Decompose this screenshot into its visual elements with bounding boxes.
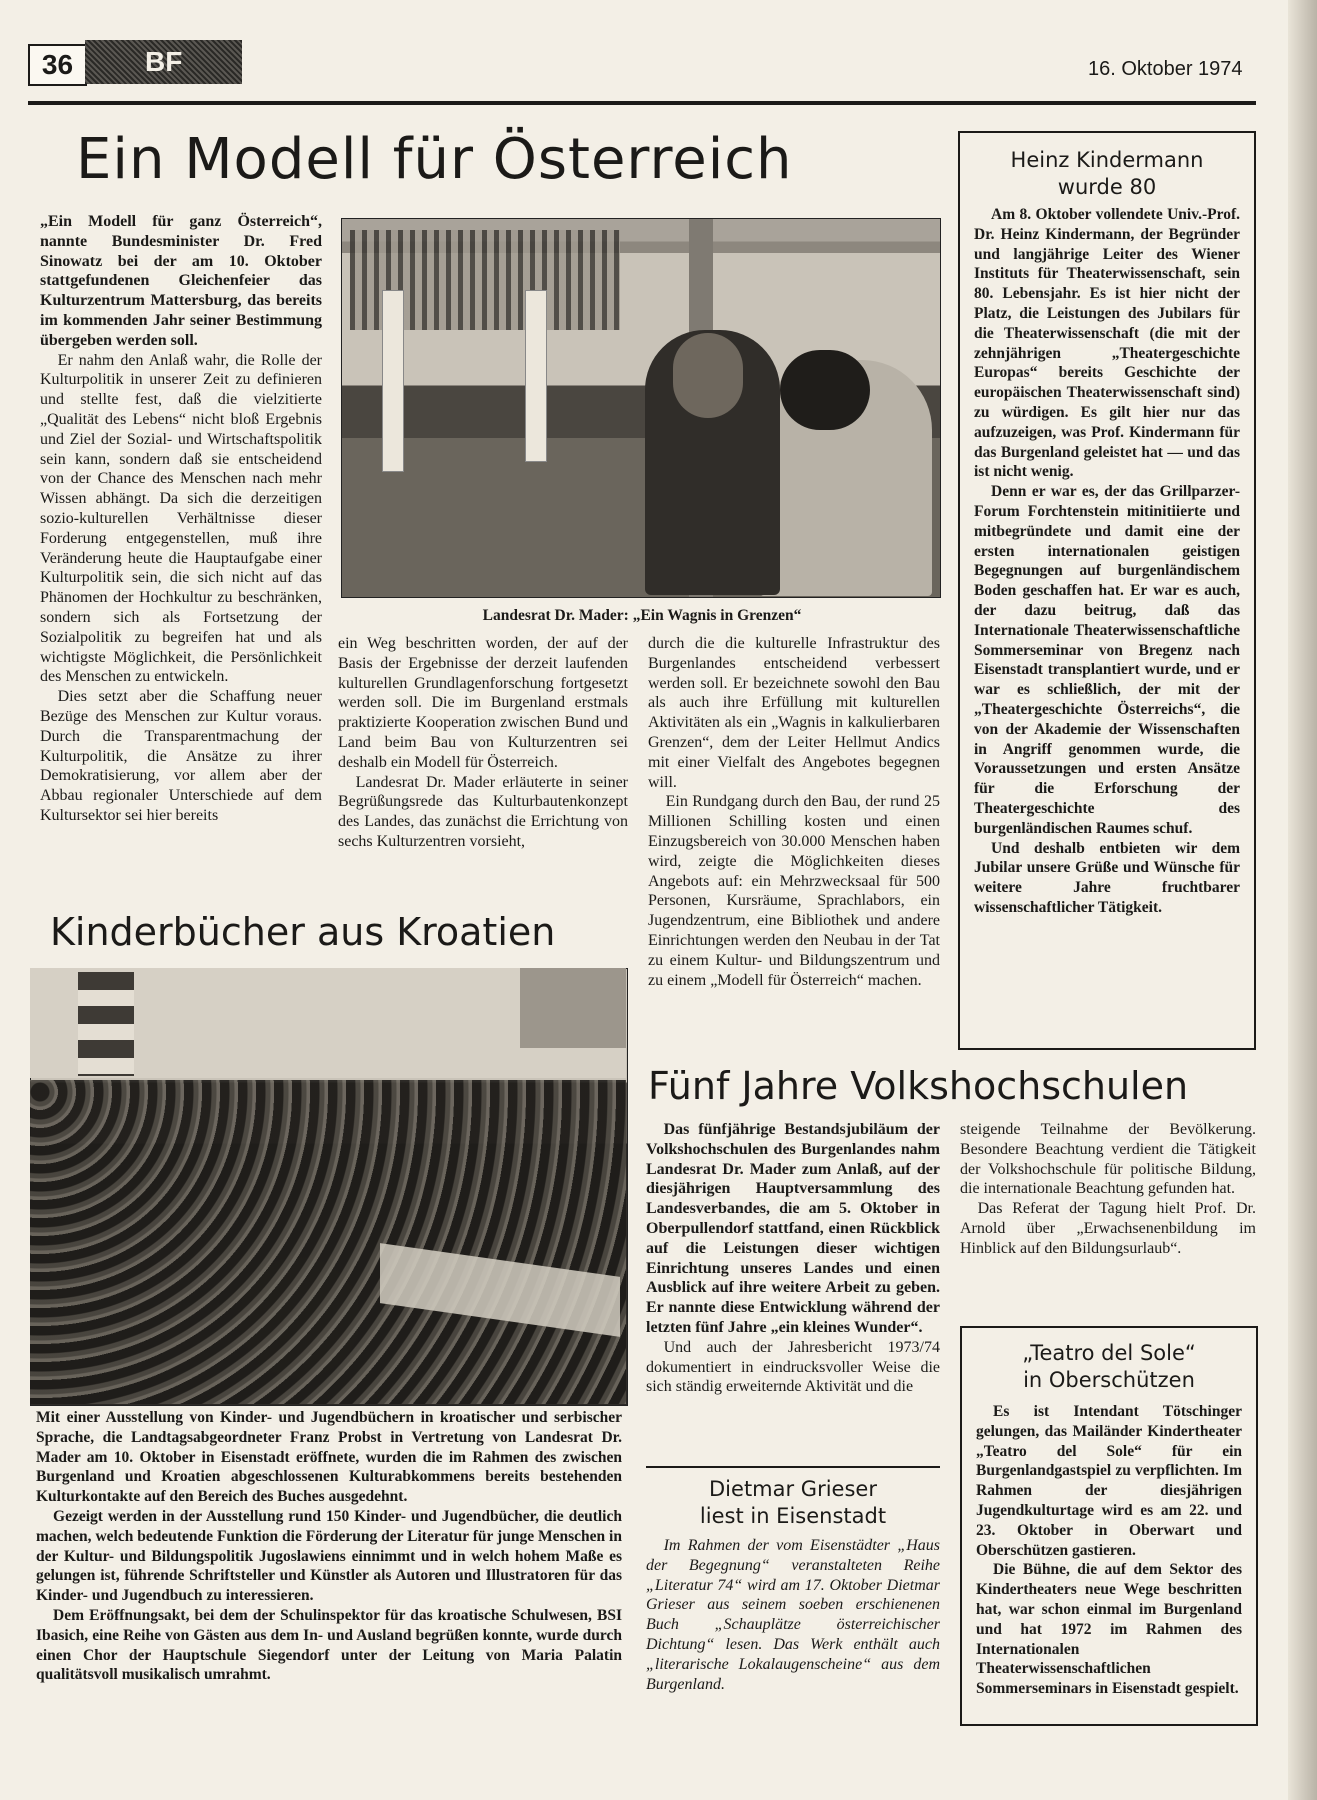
- article3-column1: [646, 1120, 940, 1397]
- photo-detail: [673, 333, 743, 418]
- article3-paragraph: Das fünfjährige Bestandsjubiläum der Volkshochschulen des Burgenlandes nahm Landesrat Dr. Mader zum Anlaß, auf der diesjährigen Hauptversammlung des Landesverbandes, die am 5. Oktober in Oberpullendorf stattfand, einen Rückblick auf die Leistungen dieser wichtigen Einrichtung unseres Landes und einen Ausblick auf ihre weitere Arbeit zu geben. Er nannte diese Entwicklung während der letzten fünf Jahre „ein kleines Wunder“.: [646, 1121, 940, 1336]
- box-paragraph: Und deshalb entbieten wir dem Jubilar unsere Grüße und Wünsche für weitere Jahre fruchtbarer wissenschaftlicher Tätigkeit.: [974, 839, 1240, 916]
- headline-modell: Ein Modell für Österreich: [76, 127, 793, 192]
- article1-column2: [338, 634, 628, 852]
- page-number: 36: [28, 44, 87, 86]
- box-teatro-title: [962, 1340, 1256, 1394]
- article1-paragraph: Landesrat Dr. Mader erläuterte in seiner Begrüßungsrede das Kulturbautenkonzept des Landes, das zunächst die Errichtung von sechs Kulturzentren vorsieht,: [338, 773, 628, 850]
- box-paragraph: Es ist Intendant Tötschinger gelungen, das Mailänder Kindertheater „Teatro del Sole“ für ein Burgenlandgastspiel zu verpflichten. Im Rahmen der diesjährigen Jugendkulturtage wird es am 22. und 23. Oktober in Oberwart und Oberschützen gastieren.: [976, 1403, 1242, 1559]
- box-title-line: Heinz Kindermann: [1010, 148, 1204, 172]
- grieser-top-rule: [646, 1466, 940, 1468]
- box-paragraph: Die Bühne, die auf dem Sektor des Kindertheaters neue Wege beschritten hat, war schon einmal im Burgenland und hat 1972 im Rahmen des Internationalen Theaterwissenschaftlichen Sommerseminars in Eisenstadt gespielt.: [976, 1561, 1242, 1698]
- box-grieser-text: [646, 1536, 940, 1694]
- photo-detail: [525, 290, 547, 462]
- box-grieser-title: [646, 1476, 940, 1530]
- article1-lead: „Ein Modell für ganz Österreich“, nannte Bundesminister Dr. Fred Sinowatz bei der am 10. Oktober stattgefundenen Gleichenfeier das Kulturzentrum Mattersburg, das bereits im kommenden Jahr seiner Bestimmung übergeben werden soll.: [40, 213, 322, 349]
- article2-paragraph: Gezeigt werden in der Ausstellung rund 150 Kinder- und Jugendbücher, die deutlich machen, welch bedeutende Funktion die Förderung der Literatur für junge Menschen in der Kultur- und Bildungspolitik Jugoslawiens einnimmt und in welch hohem Maße es gelungen ist, führende Schriftsteller und Künstler als Autoren und Illustratoren für das Kinder- und Jugendbuch zu interessieren.: [36, 1507, 622, 1605]
- box-title-line: in Oberschützen: [1023, 1368, 1195, 1392]
- article3-column2: [960, 1120, 1256, 1259]
- article2-text: [36, 1408, 622, 1685]
- box-title-line: liest in Eisenstadt: [699, 1504, 887, 1528]
- article1-paragraph: durch die die kulturelle Infrastruktur des Burgenlandes entscheidend verbessert werden soll. Er bezeichnete sowohl den Bau als auch ihre Erfüllung mit kulturellen Aktivitäten als ein „Wagnis in kalkulierbaren Grenzen“, dem der Leiter Hellmut Andics mit einer Vielfalt des Angebotes begegnen will.: [648, 635, 940, 791]
- photo-detail: [30, 1080, 626, 1404]
- box-title-line: Dietmar Grieser: [709, 1477, 877, 1501]
- issue-date: 16. Oktober 1974: [1088, 58, 1243, 80]
- article1-column3: [648, 634, 940, 990]
- box-teatro-text: [976, 1402, 1242, 1699]
- article3-paragraph: steigende Teilnahme der Bevölkerung. Besondere Beachtung verdient die Tätigkeit der Volkshochschule für politische Bildung, die internationale Beachtung gefunden hat.: [960, 1121, 1256, 1198]
- article3-paragraph: Und auch der Jahresbericht 1973/74 dokumentiert in eindrucksvoller Weise die sich ständig erweiternde Aktivität und die: [646, 1338, 940, 1396]
- headline-volkshochschulen: Fünf Jahre Volkshochschulen: [648, 1064, 1189, 1108]
- photo-detail: [780, 350, 870, 430]
- photo-detail: [382, 290, 404, 472]
- photo-mader-caption: Landesrat Dr. Mader: „Ein Wagnis in Grenzen“: [482, 607, 802, 624]
- section-label: BF: [85, 40, 242, 84]
- box-kindermann: [958, 131, 1256, 1050]
- box-paragraph: Am 8. Oktober vollendete Univ.-Prof. Dr. Heinz Kindermann, der Begründer und langjährige Leiter des Wiener Instituts für Theaterwissenschaft, sein 80. Lebensjahr. Es ist hier nicht der Platz, die Leistungen des Jubilars für die Theaterwissenschaft (die mit der zehnjährigen „Theatergeschichte Europas“ bereits Geschichte der europäischen Theaterwissenschaft sind) zu würdigen. Es gilt hier nur das aufzuzeigen, was Prof. Kindermann für das Burgenland geleistet hat — und das ist nicht wenig.: [974, 206, 1240, 481]
- headline-kinderbuecher: Kinderbücher aus Kroatien: [50, 910, 556, 954]
- box-kindermann-text: [974, 205, 1240, 918]
- box-kindermann-title: [960, 147, 1254, 201]
- photo-detail: [520, 968, 626, 1048]
- article1-paragraph: Ein Rundgang durch den Bau, der rund 25 Millionen Schilling kosten und einen Einzugsbereich von 30.000 Menschen haben wird, zeigte die Möglichkeiten dieses Angebots auf: ein Mehrzwecksaal für 500 Personen, Kursräume, Sprachlabors, ein Jugendzentrum, eine Bibliothek und andere Einrichtungen werden den Neubau in der Tat zu einem Kultur- und Bildungszentrum und zu einem „Modell für Österreich“ machen.: [648, 793, 940, 989]
- article1-paragraph: ein Weg beschritten worden, der auf der Basis der Ergebnisse der derzeit laufenden kulturellen Grundlagenforschung fortgesetzt werden soll. Die im Burgenland erstmals praktizierte Kooperation zwischen Bund und Land beim Bau von Kulturzentren sei deshalb ein Modell für Österreich.: [338, 635, 628, 771]
- header-rule: [28, 101, 1256, 105]
- box-title-line: „Teatro del Sole“: [1022, 1341, 1196, 1365]
- box-paragraph: Denn er war es, der das Grillparzer-Forum Forchtenstein mitinitiierte und mitbegründete und damit eine der ersten internationalen geistigen Begegnungen auf burgenländischem Boden geschaffen hat. Er war es auch, der dazu beitrug, daß das Internationale Theaterwissenschaftliche Sommerseminar von Bregenz nach Eisenstadt transplantiert wurde, und er war es schließlich, der mit der „Theatergeschichte Österreichs“, die von der Akademie der Wissenschaften in Angriff genommen wurde, die Voraussetzungen und ersten Ansätze für die Erforschung der Theatergeschichte des burgenländischen Raumes schuf.: [974, 483, 1240, 837]
- article1-paragraph: Er nahm den Anlaß wahr, die Rolle der Kulturpolitik in unserer Zeit zu definieren und stellte fest, daß die vielzitierte „Qualität des Lebens“ nicht bloß Ergebnis und Ziel der Sozial- und Wirtschaftspolitik sein kann, sondern daß sie entscheidend von der Chance des Menschen nach mehr Wissen abhängt. Da sich die derzeitigen sozio-kulturellen Verhältnisse dieser Forderung entgegenstellen, muß ihre Veränderung heute die Hauptaufgabe einer Kulturpolitik sein, die sich nicht auf das Phänomen der Hochkultur zu beschränken, sondern sich als Fortsetzung der Sozialpolitik zu begreifen hat und als wichtigste Möglichkeit, die Persönlichkeit des Menschen zu entwickeln.: [40, 351, 322, 686]
- box-teatro: [960, 1326, 1258, 1726]
- box-title-line: wurde 80: [1057, 175, 1157, 199]
- exhibition-caption: Mit einer Ausstellung von Kinder- und Jugendbüchern in kroatischer und serbischer Sprache, die Landtagsabgeordneter Franz Probst in Vertretung von Landesrat Dr. Mader am 10. Oktober in Eisenstadt eröffnete, wurden die im Rahmen des zwischen Burgenland und Kroatien abgeschlossenen Kulturabkommens bereits bestehenden Kulturkontakte auf den Bereich des Buches ausgedehnt.: [36, 1409, 622, 1506]
- article1-column1: [40, 212, 322, 826]
- photo-detail: [78, 972, 134, 1076]
- article1-paragraph: Dies setzt aber die Schaffung neuer Bezüge des Menschen zur Kultur voraus. Durch die Transparentmachung der Kulturpolitik, die Ansätze zu ihrer Demokratisierung, vor allem aber der Abbau regionaler Unterschiede auf dem Kultursektor sei hier bereits: [40, 688, 322, 824]
- article2-paragraph: Dem Eröffnungsakt, bei dem der Schulinspektor für das kroatische Schulwesen, BSI Ibasich, eine Reihe von Gästen aus dem In- und Ausland begrüßen konnte, wurde durch einen Chor der Hauptschule Siegendorf unter der Leitung von Maria Palatin qualitätsvoll musikalisch umrahmt.: [36, 1606, 622, 1684]
- page-edge: [1288, 0, 1317, 1800]
- box-paragraph: Im Rahmen der vom Eisenstädter „Haus der Begegnung“ veranstalteten Reihe „Literatur 74“ wird am 17. Oktober Dietmar Grieser aus seinem soeben erschienenen Buch „Schauplätze österreichischer Dichtung“ lesen. Das Werk enthält auch „literarische Lokalaugenscheine“ aus dem Burgenland.: [646, 1537, 940, 1693]
- article3-paragraph: Das Referat der Tagung hielt Prof. Dr. Arnold über „Erwachsenenbildung im Hinblick auf den Bildungsurlaub“.: [960, 1200, 1256, 1257]
